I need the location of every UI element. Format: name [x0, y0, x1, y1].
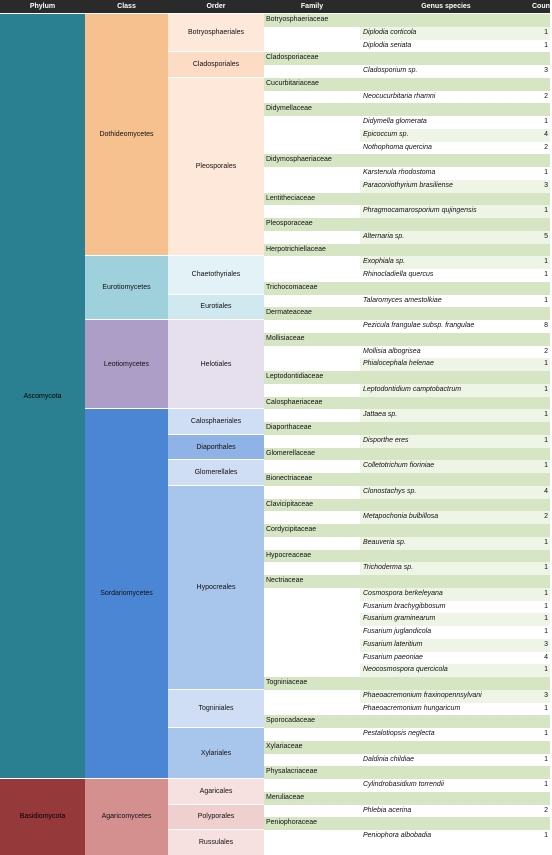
genus-species-cell	[360, 792, 532, 805]
genus-species-cell	[360, 448, 532, 461]
genus-species-cell	[360, 307, 532, 320]
count-cell	[532, 575, 550, 588]
header-genus-species: Genus species	[360, 0, 532, 13]
family-cell	[264, 613, 360, 626]
family-cell	[264, 626, 360, 639]
count-cell: 3	[532, 690, 550, 703]
count-cell: 1	[532, 703, 550, 716]
classes-agaricomycetes: Agaricomycetes	[85, 779, 168, 855]
genus-species-cell: Phaeoacremonium fraxinopennsylvani	[360, 690, 532, 703]
genus-species-cell: Beauveria sp.	[360, 537, 532, 550]
count-cell: 2	[532, 91, 550, 104]
genus-species-cell	[360, 52, 532, 65]
count-cell: 1	[532, 256, 550, 269]
count-cell: 1	[532, 779, 550, 792]
count-cell: 1	[532, 460, 550, 473]
header-order: Order	[168, 0, 264, 13]
count-cell: 1	[532, 537, 550, 550]
count-cell: 2	[532, 142, 550, 155]
family-cell: Cordycipitaceae	[264, 524, 360, 537]
orders-cladosporiales: Cladosporiales	[168, 52, 264, 77]
genus-species-cell	[360, 550, 532, 563]
genus-species-cell: Fusarium graminearum	[360, 613, 532, 626]
count-cell: 1	[532, 588, 550, 601]
genus-species-cell: Phialocephala helenae	[360, 358, 532, 371]
genus-species-cell	[360, 371, 532, 384]
count-cell	[532, 103, 550, 116]
genus-species-cell	[360, 78, 532, 91]
genus-species-cell: Karstenula rhodostoma	[360, 167, 532, 180]
header-phylum: Phylum	[0, 0, 85, 13]
genus-species-cell	[360, 244, 532, 257]
family-cell: Diaporthaceae	[264, 422, 360, 435]
family-cell: Bionectriaceae	[264, 473, 360, 486]
family-cell: Didymellaceae	[264, 103, 360, 116]
genus-species-cell	[360, 103, 532, 116]
count-cell: 4	[532, 129, 550, 142]
family-cell	[264, 129, 360, 142]
genus-species-cell: Talaromyces amestolkiae	[360, 295, 532, 308]
genus-species-cell: Nothophoma quercina	[360, 142, 532, 155]
classes-leotiomycetes: Leotiomycetes	[85, 320, 168, 408]
count-cell	[532, 244, 550, 257]
family-cell	[264, 805, 360, 818]
count-cell: 1	[532, 562, 550, 575]
family-cell	[264, 435, 360, 448]
count-cell	[532, 154, 550, 167]
family-cell	[264, 486, 360, 499]
family-cell	[264, 27, 360, 40]
genus-species-cell: Neocosmospora quercicola	[360, 664, 532, 677]
header-family: Family	[264, 0, 360, 13]
count-cell: 1	[532, 435, 550, 448]
genus-species-cell	[360, 193, 532, 206]
family-cell	[264, 537, 360, 550]
genus-species-cell: Exophiala sp.	[360, 256, 532, 269]
classes-eurotiomycetes: Eurotiomycetes	[85, 256, 168, 319]
count-cell	[532, 715, 550, 728]
family-cell	[264, 830, 360, 843]
count-cell: 8	[532, 320, 550, 333]
family-cell	[264, 40, 360, 53]
count-cell: 2	[532, 511, 550, 524]
family-cell	[264, 358, 360, 371]
count-cell	[532, 78, 550, 91]
orders-chaetothyriales: Chaetothyriales	[168, 256, 264, 293]
family-cell: Clavicipitaceae	[264, 499, 360, 512]
family-cell	[264, 142, 360, 155]
family-cell	[264, 690, 360, 703]
count-cell: 4	[532, 486, 550, 499]
count-cell	[532, 397, 550, 410]
count-cell: 3	[532, 639, 550, 652]
genus-species-cell	[360, 397, 532, 410]
genus-species-cell	[360, 499, 532, 512]
orders-russulales: Russulales	[168, 830, 264, 855]
count-cell	[532, 677, 550, 690]
family-cell: Didymosphaeriaceae	[264, 154, 360, 167]
genus-species-cell	[360, 741, 532, 754]
family-cell	[264, 703, 360, 716]
count-cell	[532, 473, 550, 486]
family-cell	[264, 91, 360, 104]
orders-botryosphaeriales: Botryosphaeriales	[168, 14, 264, 51]
orders-polyporales: Polyporales	[168, 805, 264, 830]
family-cell	[264, 652, 360, 665]
family-cell: Herpotrichiellaceae	[264, 244, 360, 257]
family-cell	[264, 639, 360, 652]
orders-pleosporales: Pleosporales	[168, 78, 264, 256]
count-cell	[532, 14, 550, 27]
genus-species-cell: Rhinocladiella quercus	[360, 269, 532, 282]
genus-species-cell: Phaeoacremonium hungaricum	[360, 703, 532, 716]
family-cell: Nectriaceae	[264, 575, 360, 588]
family-cell	[264, 664, 360, 677]
family-cell	[264, 295, 360, 308]
count-cell: 1	[532, 601, 550, 614]
family-cell: Calosphaeriaceae	[264, 397, 360, 410]
family-cell: Cladosporiaceae	[264, 52, 360, 65]
orders-xylariales: Xylariales	[168, 728, 264, 778]
genus-species-cell	[360, 766, 532, 779]
genus-species-cell: Jattaea sp.	[360, 409, 532, 422]
genus-species-cell: Fusarium juglandicola	[360, 626, 532, 639]
count-cell: 1	[532, 613, 550, 626]
family-cell: Glomerellaceae	[264, 448, 360, 461]
genus-species-cell	[360, 218, 532, 231]
family-cell: Botryosphaeriaceae	[264, 14, 360, 27]
count-cell	[532, 741, 550, 754]
count-cell: 1	[532, 728, 550, 741]
count-cell	[532, 193, 550, 206]
family-cell	[264, 754, 360, 767]
orders-diaporthales: Diaporthales	[168, 435, 264, 460]
genus-species-cell: Peniophora albobadia	[360, 830, 532, 843]
count-cell	[532, 792, 550, 805]
family-cell: Hypocreaceae	[264, 550, 360, 563]
family-cell	[264, 256, 360, 269]
genus-species-cell	[360, 154, 532, 167]
orders-hypocreales: Hypocreales	[168, 486, 264, 689]
count-cell: 2	[532, 346, 550, 359]
genus-species-cell: Cosmospora berkeleyana	[360, 588, 532, 601]
genus-species-cell: Neocucurbitaria rhamni	[360, 91, 532, 104]
genus-species-cell: Didymella glomerata	[360, 116, 532, 129]
count-cell: 4	[532, 652, 550, 665]
family-cell: Peniophoraceae	[264, 817, 360, 830]
family-cell	[264, 562, 360, 575]
genus-species-cell: Colletotrichum fioriniae	[360, 460, 532, 473]
count-cell: 1	[532, 295, 550, 308]
count-cell: 1	[532, 358, 550, 371]
family-cell	[264, 779, 360, 792]
family-cell: Xylariaceae	[264, 741, 360, 754]
count-cell	[532, 524, 550, 537]
genus-species-cell: Paraconiothyrium brasiliense	[360, 180, 532, 193]
family-cell	[264, 269, 360, 282]
count-cell: 3	[532, 180, 550, 193]
family-cell: Meruliaceae	[264, 792, 360, 805]
family-cell: Togniniaceae	[264, 677, 360, 690]
count-cell: 1	[532, 27, 550, 40]
genus-species-cell: Diplodia seriata	[360, 40, 532, 53]
count-cell: 1	[532, 626, 550, 639]
family-cell	[264, 588, 360, 601]
genus-species-cell: Daldinia childiae	[360, 754, 532, 767]
count-cell	[532, 218, 550, 231]
genus-species-cell: Cladosporium sp.	[360, 65, 532, 78]
genus-species-cell	[360, 817, 532, 830]
genus-species-cell: Clonostachys sp.	[360, 486, 532, 499]
genus-species-cell: Fusarium lateritium	[360, 639, 532, 652]
genus-species-cell: Trichoderma sp.	[360, 562, 532, 575]
family-cell	[264, 65, 360, 78]
genus-species-cell: Mollisia albogrisea	[360, 346, 532, 359]
count-cell	[532, 371, 550, 384]
genus-species-cell: Fusarium brachygibbosum	[360, 601, 532, 614]
genus-species-cell: Pestalotiopsis neglecta	[360, 728, 532, 741]
genus-species-cell: Phragmocamarosporium qujingensis	[360, 205, 532, 218]
orders-eurotiales: Eurotiales	[168, 295, 264, 320]
count-cell: 3	[532, 65, 550, 78]
family-cell: Leptodontidiaceae	[264, 371, 360, 384]
count-cell	[532, 550, 550, 563]
genus-species-cell	[360, 575, 532, 588]
genus-species-cell	[360, 524, 532, 537]
family-cell	[264, 320, 360, 333]
family-cell	[264, 728, 360, 741]
count-cell: 1	[532, 664, 550, 677]
genus-species-cell	[360, 333, 532, 346]
phyla-basidiomycota: Basidiomycota	[0, 779, 85, 855]
family-cell	[264, 601, 360, 614]
count-cell	[532, 448, 550, 461]
classes-dothideomycetes: Dothideomycetes	[85, 14, 168, 255]
orders-calosphaeriales: Calosphaeriales	[168, 409, 264, 434]
count-cell	[532, 307, 550, 320]
genus-species-cell: Epicoccum sp.	[360, 129, 532, 142]
family-cell	[264, 460, 360, 473]
count-cell	[532, 817, 550, 830]
genus-species-cell: Alternaria sp.	[360, 231, 532, 244]
genus-species-cell	[360, 422, 532, 435]
genus-species-cell: Leptodontidium camptobactrum	[360, 384, 532, 397]
count-cell: 1	[532, 167, 550, 180]
family-cell	[264, 409, 360, 422]
count-cell: 1	[532, 384, 550, 397]
count-cell: 1	[532, 409, 550, 422]
count-cell	[532, 499, 550, 512]
family-cell	[264, 167, 360, 180]
genus-species-cell: Metapochonia bulbillosa	[360, 511, 532, 524]
count-cell: 1	[532, 754, 550, 767]
family-cell	[264, 511, 360, 524]
family-cell: Physalacriaceae	[264, 766, 360, 779]
count-cell	[532, 422, 550, 435]
orders-togniniales: Togniniales	[168, 690, 264, 727]
header-class: Class	[85, 0, 168, 13]
genus-species-cell: Phlebia acerina	[360, 805, 532, 818]
family-cell: Cucurbitariaceae	[264, 78, 360, 91]
genus-species-cell: Cylindrobasidium torrendii	[360, 779, 532, 792]
count-cell: 1	[532, 116, 550, 129]
count-cell	[532, 52, 550, 65]
count-cell: 1	[532, 205, 550, 218]
family-cell: Trichocomaceae	[264, 282, 360, 295]
count-cell: 1	[532, 40, 550, 53]
genus-species-cell	[360, 282, 532, 295]
family-cell	[264, 116, 360, 129]
family-cell	[264, 384, 360, 397]
genus-species-cell: Pezicula frangulae subsp. frangulae	[360, 320, 532, 333]
phyla-ascomycota: Ascomycota	[0, 14, 85, 778]
header-count: Count	[532, 0, 550, 13]
count-cell	[532, 282, 550, 295]
genus-species-cell	[360, 715, 532, 728]
family-cell	[264, 231, 360, 244]
family-cell: Mollisiaceae	[264, 333, 360, 346]
count-cell: 1	[532, 830, 550, 843]
count-cell	[532, 333, 550, 346]
genus-species-cell	[360, 677, 532, 690]
family-cell: Dermateaceae	[264, 307, 360, 320]
genus-species-cell: Diplodia corticola	[360, 27, 532, 40]
classes-sordariomycetes: Sordariomycetes	[85, 409, 168, 778]
orders-agaricales: Agaricales	[168, 779, 264, 804]
count-cell: 5	[532, 231, 550, 244]
count-cell	[532, 766, 550, 779]
count-cell: 1	[532, 269, 550, 282]
genus-species-cell	[360, 14, 532, 27]
orders-glomerellales: Glomerellales	[168, 460, 264, 485]
genus-species-cell: Fusarium paeoniae	[360, 652, 532, 665]
family-cell: Lentitheciaceae	[264, 193, 360, 206]
genus-species-cell: Disporthe eres	[360, 435, 532, 448]
family-cell: Pleosporaceae	[264, 218, 360, 231]
orders-helotiales: Helotiales	[168, 320, 264, 408]
family-cell: Sporocadaceae	[264, 715, 360, 728]
family-cell	[264, 205, 360, 218]
genus-species-cell	[360, 473, 532, 486]
family-cell	[264, 346, 360, 359]
family-cell	[264, 180, 360, 193]
count-cell: 2	[532, 805, 550, 818]
